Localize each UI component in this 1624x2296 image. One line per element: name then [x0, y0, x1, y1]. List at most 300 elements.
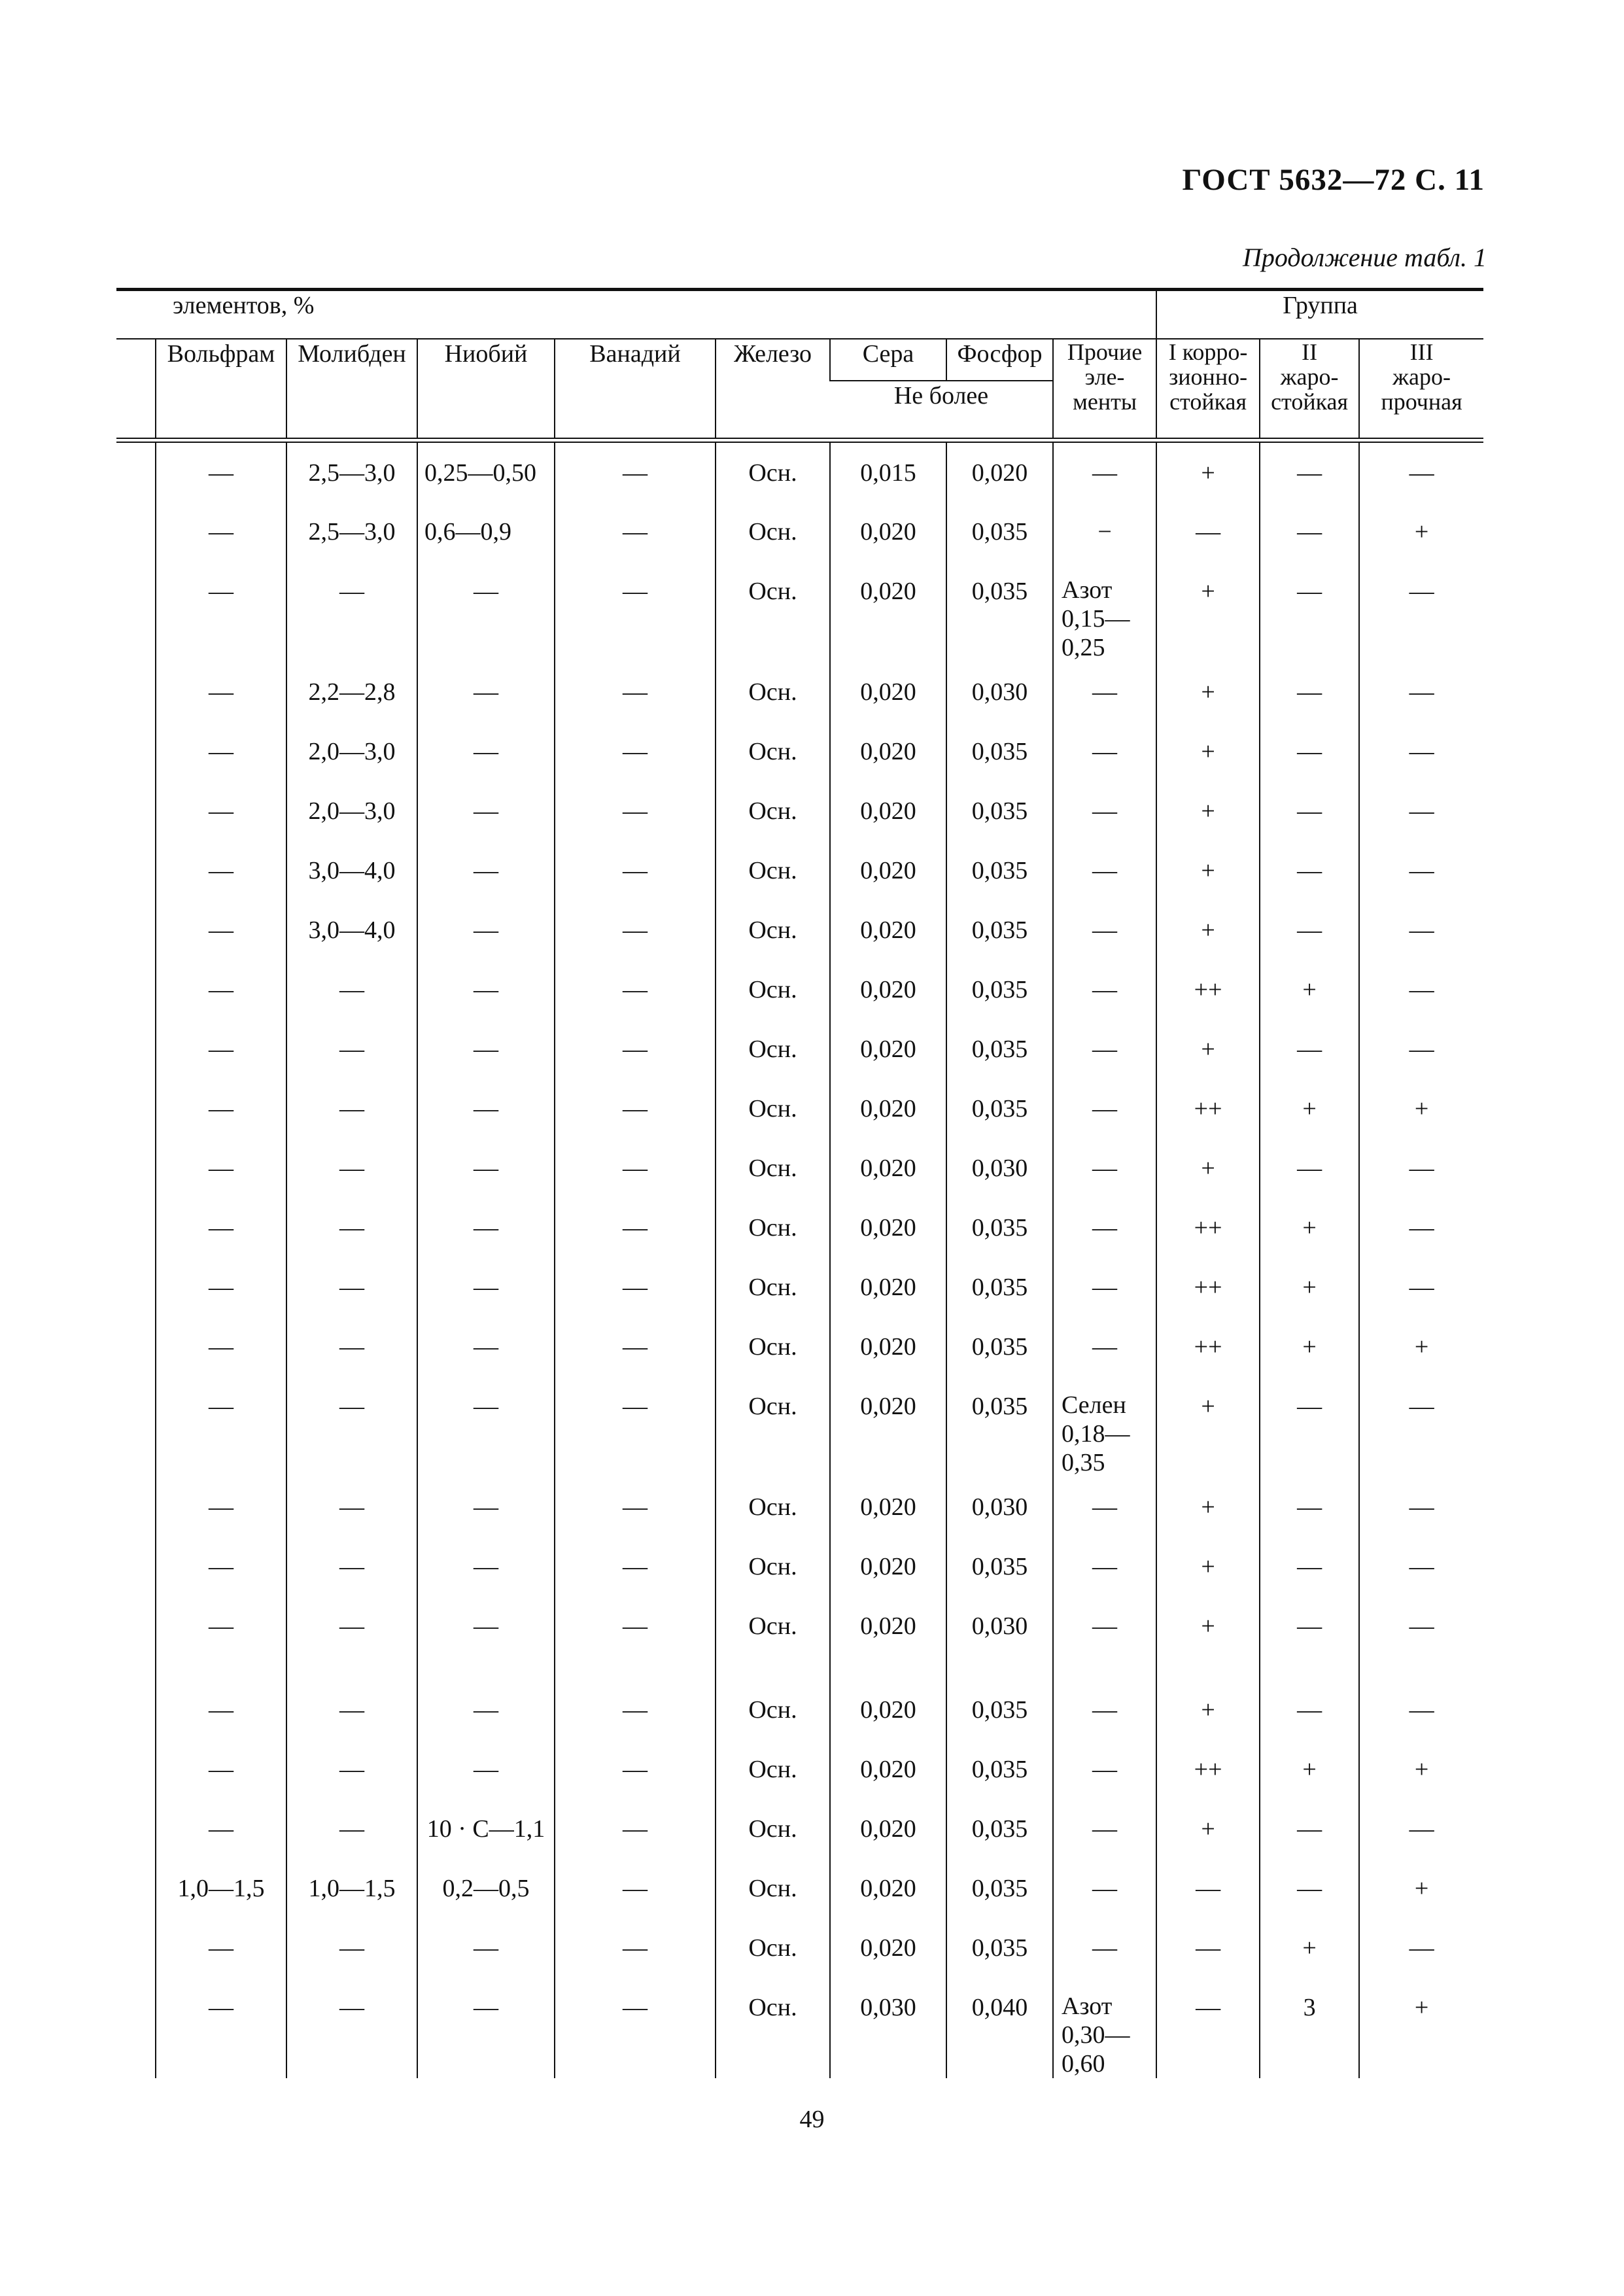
- row-blank-left: [116, 1019, 156, 1079]
- cell-niobium: —: [417, 1477, 555, 1537]
- cell-sulfur: 0,020: [830, 1317, 946, 1376]
- cell-niobium: —: [417, 1079, 555, 1138]
- cell-molybdenum: 1,0—1,5: [286, 1858, 417, 1918]
- cell-vanadium: —: [555, 1858, 716, 1918]
- header-other-elements: Прочие эле- менты: [1053, 339, 1156, 438]
- cell-other: —: [1053, 1799, 1156, 1858]
- cell-phosphorus: 0,035: [946, 781, 1053, 841]
- cell-molybdenum: —: [286, 1596, 417, 1680]
- cell-molybdenum: 3,0—4,0: [286, 841, 417, 900]
- cell-tungsten: —: [156, 1198, 286, 1257]
- cell-vanadium: —: [555, 1739, 716, 1799]
- cell-phosphorus: 0,040: [946, 1977, 1053, 2078]
- header-group: Группа: [1156, 290, 1483, 339]
- row-blank-left: [116, 1477, 156, 1537]
- cell-niobium: 0,2—0,5: [417, 1858, 555, 1918]
- cell-sulfur: 0,020: [830, 662, 946, 722]
- cell-iron: Осн.: [716, 900, 830, 960]
- cell-group-2: —: [1260, 1858, 1359, 1918]
- cell-iron: Осн.: [716, 1537, 830, 1596]
- header-tungsten: Вольфрам: [156, 339, 286, 438]
- cell-molybdenum: —: [286, 1138, 417, 1198]
- cell-niobium: —: [417, 1198, 555, 1257]
- cell-group-3: —: [1359, 1537, 1483, 1596]
- cell-other: Азот 0,30— 0,60: [1053, 1977, 1156, 2078]
- cell-phosphorus: 0,035: [946, 1918, 1053, 1977]
- cell-sulfur: 0,020: [830, 1376, 946, 1477]
- cell-iron: Осн.: [716, 781, 830, 841]
- row-blank-left: [116, 1596, 156, 1680]
- cell-phosphorus: 0,035: [946, 1799, 1053, 1858]
- cell-phosphorus: 0,035: [946, 502, 1053, 561]
- cell-molybdenum: —: [286, 1376, 417, 1477]
- header-group-1: I корро- зионно- стойкая: [1156, 339, 1260, 438]
- cell-group-3: —: [1359, 662, 1483, 722]
- table-row: [116, 960, 1483, 1019]
- cell-vanadium: —: [555, 1537, 716, 1596]
- table-row: [116, 1317, 1483, 1376]
- cell-phosphorus: 0,035: [946, 900, 1053, 960]
- cell-group-2: —: [1260, 1477, 1359, 1537]
- cell-tungsten: —: [156, 1477, 286, 1537]
- row-blank-left: [116, 1317, 156, 1376]
- cell-other: —: [1053, 841, 1156, 900]
- cell-niobium: —: [417, 1019, 555, 1079]
- cell-vanadium: —: [555, 1079, 716, 1138]
- cell-tungsten: —: [156, 1019, 286, 1079]
- table-row: [116, 841, 1483, 900]
- cell-other: Селен 0,18— 0,35: [1053, 1376, 1156, 1477]
- cell-other: —: [1053, 1680, 1156, 1739]
- cell-tungsten: —: [156, 1376, 286, 1477]
- cell-phosphorus: 0,030: [946, 1596, 1053, 1680]
- table-row: [116, 1799, 1483, 1858]
- cell-iron: Осн.: [716, 1376, 830, 1477]
- cell-group-3: —: [1359, 442, 1483, 502]
- row-blank-left: [116, 1799, 156, 1858]
- cell-group-1: —: [1156, 502, 1260, 561]
- cell-phosphorus: 0,035: [946, 1858, 1053, 1918]
- cell-iron: Осн.: [716, 1799, 830, 1858]
- header-elements-percent: элементов, %: [116, 290, 1156, 339]
- row-blank-left: [116, 1079, 156, 1138]
- cell-tungsten: —: [156, 900, 286, 960]
- cell-molybdenum: —: [286, 1739, 417, 1799]
- cell-phosphorus: 0,035: [946, 1079, 1053, 1138]
- row-blank-left: [116, 1918, 156, 1977]
- row-blank-left: [116, 1739, 156, 1799]
- cell-tungsten: —: [156, 1317, 286, 1376]
- cell-sulfur: 0,020: [830, 722, 946, 781]
- cell-tungsten: —: [156, 781, 286, 841]
- cell-group-3: —: [1359, 1257, 1483, 1317]
- cell-vanadium: —: [555, 1198, 716, 1257]
- row-blank-left: [116, 1198, 156, 1257]
- row-blank-left: [116, 1376, 156, 1477]
- cell-group-3: —: [1359, 960, 1483, 1019]
- cell-phosphorus: 0,035: [946, 1680, 1053, 1739]
- cell-other: —: [1053, 1596, 1156, 1680]
- cell-sulfur: 0,020: [830, 1799, 946, 1858]
- cell-other: —: [1053, 1138, 1156, 1198]
- cell-molybdenum: —: [286, 1477, 417, 1537]
- cell-tungsten: —: [156, 502, 286, 561]
- cell-niobium: —: [417, 722, 555, 781]
- cell-tungsten: —: [156, 1596, 286, 1680]
- cell-niobium: —: [417, 841, 555, 900]
- cell-group-2: —: [1260, 781, 1359, 841]
- cell-group-1: +: [1156, 442, 1260, 502]
- cell-vanadium: —: [555, 1977, 716, 2078]
- cell-group-3: —: [1359, 900, 1483, 960]
- cell-group-2: +: [1260, 1198, 1359, 1257]
- cell-niobium: —: [417, 900, 555, 960]
- cell-vanadium: —: [555, 722, 716, 781]
- cell-niobium: —: [417, 1977, 555, 2078]
- cell-vanadium: —: [555, 781, 716, 841]
- table-continuation-note: Продолжение табл. 1: [1242, 243, 1487, 272]
- cell-group-2: +: [1260, 1317, 1359, 1376]
- cell-group-2: —: [1260, 1799, 1359, 1858]
- cell-molybdenum: 2,2—2,8: [286, 662, 417, 722]
- cell-tungsten: —: [156, 1537, 286, 1596]
- cell-iron: Осн.: [716, 1079, 830, 1138]
- cell-group-1: ++: [1156, 1317, 1260, 1376]
- cell-tungsten: —: [156, 662, 286, 722]
- cell-sulfur: 0,020: [830, 1680, 946, 1739]
- cell-group-1: +: [1156, 1799, 1260, 1858]
- cell-group-1: +: [1156, 841, 1260, 900]
- cell-sulfur: 0,020: [830, 1537, 946, 1596]
- cell-phosphorus: 0,035: [946, 1739, 1053, 1799]
- cell-other: —: [1053, 900, 1156, 960]
- cell-molybdenum: —: [286, 1799, 417, 1858]
- cell-group-2: +: [1260, 960, 1359, 1019]
- cell-group-2: —: [1260, 1019, 1359, 1079]
- cell-sulfur: 0,020: [830, 1739, 946, 1799]
- cell-group-2: +: [1260, 1739, 1359, 1799]
- row-blank-left: [116, 662, 156, 722]
- cell-tungsten: —: [156, 1079, 286, 1138]
- cell-vanadium: —: [555, 561, 716, 662]
- cell-vanadium: —: [555, 502, 716, 561]
- cell-group-1: ++: [1156, 960, 1260, 1019]
- cell-niobium: 10 · С—1,1: [417, 1799, 555, 1858]
- cell-group-1: —: [1156, 1918, 1260, 1977]
- cell-tungsten: —: [156, 722, 286, 781]
- cell-niobium: —: [417, 1257, 555, 1317]
- cell-other: —: [1053, 1317, 1156, 1376]
- cell-group-1: —: [1156, 1858, 1260, 1918]
- cell-other: —: [1053, 1079, 1156, 1138]
- cell-group-3: —: [1359, 722, 1483, 781]
- cell-other: —: [1053, 1477, 1156, 1537]
- cell-other: —: [1053, 960, 1156, 1019]
- cell-phosphorus: 0,035: [946, 1317, 1053, 1376]
- cell-molybdenum: 2,0—3,0: [286, 722, 417, 781]
- cell-iron: Осн.: [716, 1596, 830, 1680]
- cell-group-1: +: [1156, 662, 1260, 722]
- cell-phosphorus: 0,020: [946, 442, 1053, 502]
- cell-group-2: —: [1260, 1680, 1359, 1739]
- cell-group-2: —: [1260, 442, 1359, 502]
- document-header-title: ГОСТ 5632—72 С. 11: [1182, 163, 1485, 197]
- cell-sulfur: 0,030: [830, 1977, 946, 2078]
- cell-molybdenum: —: [286, 1019, 417, 1079]
- cell-group-3: +: [1359, 1858, 1483, 1918]
- cell-group-1: —: [1156, 1977, 1260, 2078]
- cell-group-2: +: [1260, 1918, 1359, 1977]
- cell-group-1: +: [1156, 1680, 1260, 1739]
- cell-group-1: +: [1156, 1376, 1260, 1477]
- cell-group-1: +: [1156, 722, 1260, 781]
- cell-group-2: —: [1260, 1537, 1359, 1596]
- cell-other: −: [1053, 502, 1156, 561]
- row-blank-left: [116, 781, 156, 841]
- header-max-note: Не более: [893, 382, 989, 409]
- cell-phosphorus: 0,030: [946, 662, 1053, 722]
- page-number: 49: [799, 2106, 825, 2133]
- cell-molybdenum: —: [286, 1680, 417, 1739]
- cell-group-3: +: [1359, 1739, 1483, 1799]
- cell-group-3: —: [1359, 1799, 1483, 1858]
- cell-group-3: —: [1359, 1918, 1483, 1977]
- cell-tungsten: —: [156, 1257, 286, 1317]
- cell-group-2: —: [1260, 502, 1359, 561]
- table-row: [116, 1977, 1483, 2078]
- cell-iron: Осн.: [716, 502, 830, 561]
- cell-molybdenum: 2,0—3,0: [286, 781, 417, 841]
- cell-niobium: —: [417, 662, 555, 722]
- cell-group-1: +: [1156, 900, 1260, 960]
- cell-vanadium: —: [555, 1477, 716, 1537]
- cell-vanadium: —: [555, 841, 716, 900]
- cell-molybdenum: 2,5—3,0: [286, 442, 417, 502]
- cell-tungsten: —: [156, 561, 286, 662]
- cell-group-3: +: [1359, 1977, 1483, 2078]
- cell-group-2: —: [1260, 662, 1359, 722]
- cell-sulfur: 0,020: [830, 1596, 946, 1680]
- cell-other: —: [1053, 442, 1156, 502]
- cell-sulfur: 0,020: [830, 1079, 946, 1138]
- cell-vanadium: —: [555, 1918, 716, 1977]
- cell-vanadium: —: [555, 1680, 716, 1739]
- cell-molybdenum: —: [286, 1918, 417, 1977]
- cell-group-3: —: [1359, 1019, 1483, 1079]
- cell-other: —: [1053, 722, 1156, 781]
- table-row: [116, 1477, 1483, 1537]
- cell-vanadium: —: [555, 1376, 716, 1477]
- cell-other: —: [1053, 1019, 1156, 1079]
- cell-group-2: +: [1260, 1257, 1359, 1317]
- cell-molybdenum: —: [286, 561, 417, 662]
- header-group-3: III жаро- прочная: [1359, 339, 1483, 438]
- cell-niobium: —: [417, 960, 555, 1019]
- cell-group-3: —: [1359, 1596, 1483, 1680]
- chemical-composition-table: [116, 288, 1483, 2078]
- cell-other: Азот 0,15— 0,25: [1053, 561, 1156, 662]
- cell-sulfur: 0,020: [830, 502, 946, 561]
- cell-other: —: [1053, 1918, 1156, 1977]
- cell-iron: Осн.: [716, 561, 830, 662]
- cell-group-3: —: [1359, 1680, 1483, 1739]
- cell-sulfur: 0,020: [830, 1918, 946, 1977]
- cell-group-3: —: [1359, 561, 1483, 662]
- table-row: [116, 1739, 1483, 1799]
- cell-tungsten: 1,0—1,5: [156, 1858, 286, 1918]
- row-blank-left: [116, 502, 156, 561]
- cell-group-3: —: [1359, 781, 1483, 841]
- cell-group-3: +: [1359, 1317, 1483, 1376]
- row-blank-left: [116, 960, 156, 1019]
- cell-group-3: +: [1359, 502, 1483, 561]
- cell-tungsten: —: [156, 960, 286, 1019]
- cell-phosphorus: 0,035: [946, 1019, 1053, 1079]
- cell-other: —: [1053, 1257, 1156, 1317]
- table-row: [116, 900, 1483, 960]
- table-row: [116, 1858, 1483, 1918]
- table-row: [116, 442, 1483, 502]
- cell-tungsten: —: [156, 1977, 286, 2078]
- cell-niobium: 0,6—0,9: [417, 502, 555, 561]
- header-niobium: Ниобий: [417, 339, 555, 438]
- header-group-2: II жаро- стойкая: [1260, 339, 1359, 438]
- header-molybdenum: Молибден: [286, 339, 417, 438]
- cell-niobium: —: [417, 1317, 555, 1376]
- cell-group-1: +: [1156, 1477, 1260, 1537]
- cell-phosphorus: 0,035: [946, 722, 1053, 781]
- header-blank-left: [116, 339, 156, 438]
- table-row: [116, 781, 1483, 841]
- cell-other: —: [1053, 1537, 1156, 1596]
- table-row: [116, 722, 1483, 781]
- row-blank-left: [116, 1977, 156, 2078]
- table-row: [116, 1257, 1483, 1317]
- cell-other: —: [1053, 662, 1156, 722]
- row-blank-left: [116, 1138, 156, 1198]
- cell-phosphorus: 0,035: [946, 841, 1053, 900]
- cell-phosphorus: 0,035: [946, 1376, 1053, 1477]
- table-row: [116, 502, 1483, 561]
- cell-phosphorus: 0,035: [946, 960, 1053, 1019]
- cell-group-2: 3: [1260, 1977, 1359, 2078]
- cell-iron: Осн.: [716, 1257, 830, 1317]
- cell-tungsten: —: [156, 1739, 286, 1799]
- table-row: [116, 1596, 1483, 1680]
- cell-niobium: —: [417, 1739, 555, 1799]
- cell-group-1: ++: [1156, 1079, 1260, 1138]
- cell-group-3: —: [1359, 1477, 1483, 1537]
- cell-iron: Осн.: [716, 1858, 830, 1918]
- cell-molybdenum: 3,0—4,0: [286, 900, 417, 960]
- cell-niobium: —: [417, 561, 555, 662]
- cell-sulfur: 0,020: [830, 781, 946, 841]
- cell-group-3: —: [1359, 1138, 1483, 1198]
- cell-group-3: —: [1359, 1198, 1483, 1257]
- cell-sulfur: 0,020: [830, 841, 946, 900]
- cell-tungsten: —: [156, 442, 286, 502]
- row-blank-left: [116, 841, 156, 900]
- cell-group-2: —: [1260, 900, 1359, 960]
- cell-iron: Осн.: [716, 1019, 830, 1079]
- cell-sulfur: 0,020: [830, 1198, 946, 1257]
- header-iron: Железо: [716, 339, 830, 438]
- row-blank-left: [116, 442, 156, 502]
- cell-group-1: +: [1156, 781, 1260, 841]
- cell-group-1: ++: [1156, 1739, 1260, 1799]
- cell-other: —: [1053, 1858, 1156, 1918]
- cell-other: —: [1053, 781, 1156, 841]
- cell-tungsten: —: [156, 1680, 286, 1739]
- cell-group-3: —: [1359, 841, 1483, 900]
- header-phosphorus: Фосфор: [946, 339, 1053, 381]
- cell-group-1: ++: [1156, 1257, 1260, 1317]
- cell-niobium: —: [417, 1537, 555, 1596]
- row-blank-left: [116, 1257, 156, 1317]
- table-row: [116, 1079, 1483, 1138]
- cell-molybdenum: —: [286, 1079, 417, 1138]
- cell-other: —: [1053, 1198, 1156, 1257]
- cell-iron: Осн.: [716, 1918, 830, 1977]
- cell-sulfur: 0,020: [830, 1477, 946, 1537]
- cell-vanadium: —: [555, 960, 716, 1019]
- cell-molybdenum: —: [286, 1198, 417, 1257]
- cell-group-2: —: [1260, 1596, 1359, 1680]
- header-vanadium: Ванадий: [555, 339, 716, 438]
- table-row: [116, 1198, 1483, 1257]
- cell-niobium: —: [417, 781, 555, 841]
- table-row: [116, 662, 1483, 722]
- cell-molybdenum: —: [286, 1257, 417, 1317]
- table-row: [116, 1537, 1483, 1596]
- table-row: [116, 1376, 1483, 1477]
- table-row: [116, 1918, 1483, 1977]
- cell-phosphorus: 0,030: [946, 1138, 1053, 1198]
- cell-vanadium: —: [555, 1019, 716, 1079]
- cell-iron: Осн.: [716, 1198, 830, 1257]
- cell-sulfur: 0,020: [830, 900, 946, 960]
- cell-vanadium: —: [555, 442, 716, 502]
- cell-tungsten: —: [156, 841, 286, 900]
- cell-tungsten: —: [156, 1138, 286, 1198]
- cell-group-1: +: [1156, 1138, 1260, 1198]
- cell-sulfur: 0,020: [830, 1138, 946, 1198]
- cell-group-1: +: [1156, 1537, 1260, 1596]
- row-blank-left: [116, 561, 156, 662]
- cell-phosphorus: 0,030: [946, 1477, 1053, 1537]
- table-row: [116, 1138, 1483, 1198]
- cell-iron: Осн.: [716, 662, 830, 722]
- cell-phosphorus: 0,035: [946, 1198, 1053, 1257]
- cell-group-2: —: [1260, 1138, 1359, 1198]
- cell-group-1: ++: [1156, 1198, 1260, 1257]
- cell-group-2: —: [1260, 561, 1359, 662]
- cell-sulfur: 0,020: [830, 1019, 946, 1079]
- cell-tungsten: —: [156, 1918, 286, 1977]
- cell-phosphorus: 0,035: [946, 561, 1053, 662]
- cell-iron: Осн.: [716, 1317, 830, 1376]
- cell-niobium: —: [417, 1376, 555, 1477]
- table-row: [116, 1019, 1483, 1079]
- cell-niobium: —: [417, 1680, 555, 1739]
- cell-group-3: —: [1359, 1376, 1483, 1477]
- cell-iron: Осн.: [716, 722, 830, 781]
- cell-group-2: —: [1260, 722, 1359, 781]
- cell-vanadium: —: [555, 662, 716, 722]
- row-blank-left: [116, 1858, 156, 1918]
- row-blank-left: [116, 722, 156, 781]
- cell-sulfur: 0,015: [830, 442, 946, 502]
